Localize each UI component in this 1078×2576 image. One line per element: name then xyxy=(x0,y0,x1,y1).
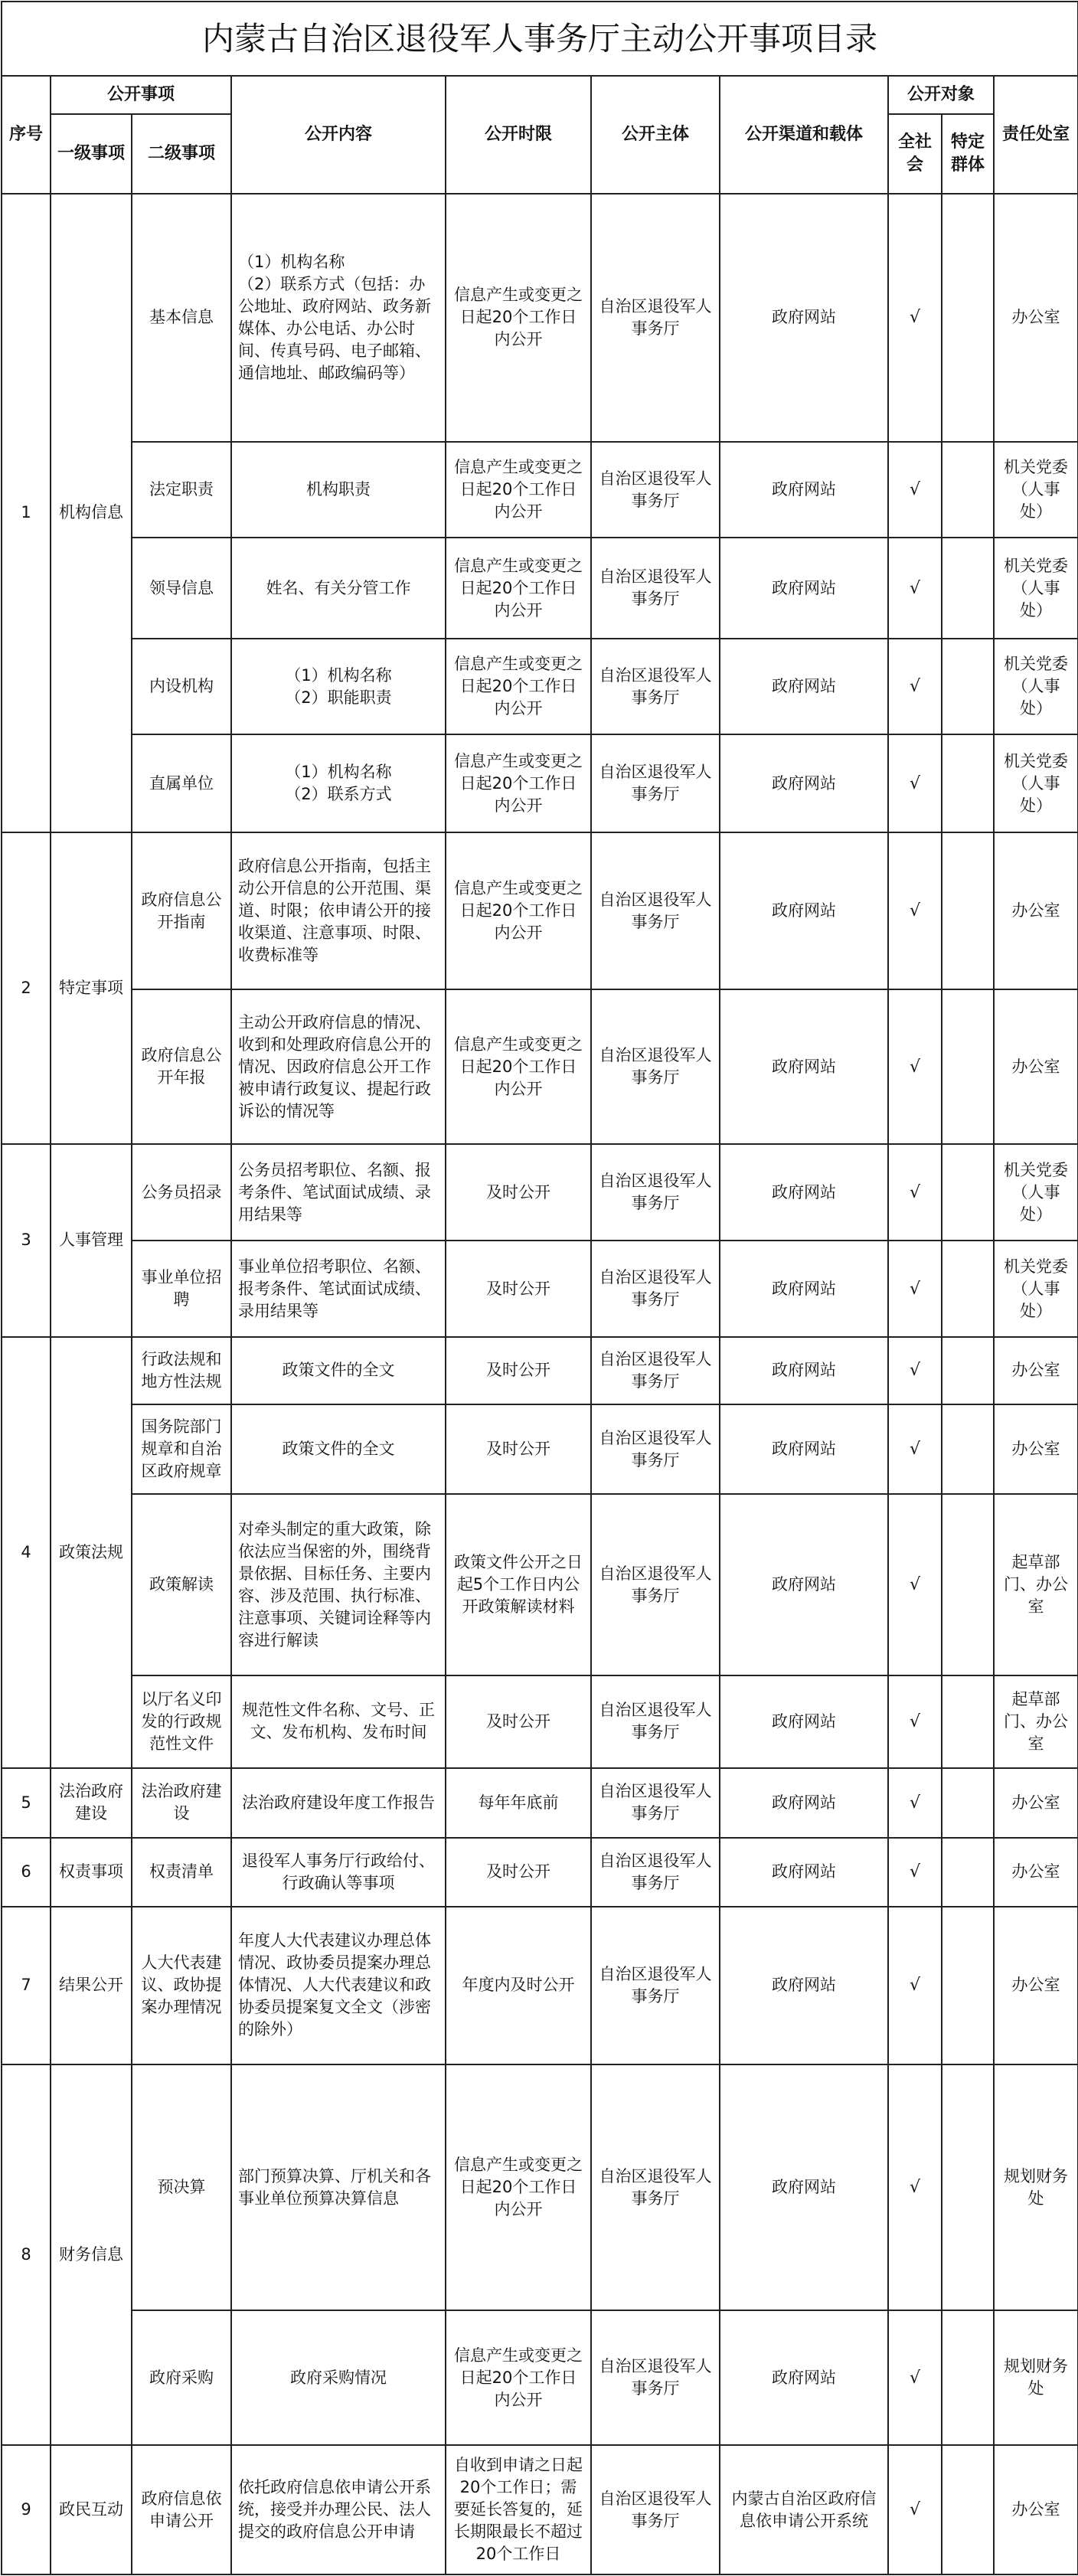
table-row xyxy=(2,1337,1078,1404)
header-channel: 公开渠道和载体 xyxy=(720,76,888,194)
target-all-check: √ xyxy=(888,1144,942,1241)
content-cell: 规范性文件名称、文号、正文、发布机构、发布时间 xyxy=(231,1675,446,1768)
level1-cell: 特定事项 xyxy=(51,832,132,1144)
table-row xyxy=(2,1241,1078,1336)
target-all-check: √ xyxy=(888,1494,942,1675)
catalog-document xyxy=(1,1,1077,2575)
target-all-check: √ xyxy=(888,2445,942,2574)
time-limit-cell: 信息产生或变更之日起20个工作日内公开 xyxy=(446,538,591,639)
target-specific-cell xyxy=(942,734,994,832)
time-limit-cell: 信息产生或变更之日起20个工作日内公开 xyxy=(446,639,591,734)
content-cell: 主动公开政府信息的情况、收到和处理政府信息公开的情况、因政府信息公开工作 被申请行政复议、提起行政诉讼的情况等 xyxy=(231,989,446,1144)
seq-cell: 2 xyxy=(2,832,51,1144)
disclosure-catalog-table xyxy=(1,1,1078,2575)
level1-cell: 财务信息 xyxy=(51,2064,132,2446)
content-text: 姓名、有关分管工作 xyxy=(266,578,411,597)
seq-cell: 4 xyxy=(2,1337,51,1768)
level2-cell: 事业单位招聘 xyxy=(132,1241,231,1336)
target-specific-cell xyxy=(942,2445,994,2574)
subject-cell: 自治区退役军人事务厅 xyxy=(591,538,720,639)
office-cell: 办公室 xyxy=(994,832,1078,990)
target-all-check: √ xyxy=(888,1404,942,1494)
channel-cell: 政府网站 xyxy=(720,1907,888,2064)
subject-cell: 自治区退役军人事务厅 xyxy=(591,989,720,1144)
seq-cell: 9 xyxy=(2,2445,51,2574)
target-specific-cell xyxy=(942,2310,994,2445)
time-limit-cell: 政策文件公开之日起5个工作日内公开政策解读材料 xyxy=(446,1494,591,1675)
table-row xyxy=(2,1494,1078,1675)
office-cell: 办公室 xyxy=(994,194,1078,442)
table-row xyxy=(2,2310,1078,2445)
header-level2: 二级事项 xyxy=(132,114,231,194)
level2-cell: 国务院部门规章和自治区政府规章 xyxy=(132,1404,231,1494)
level2-cell: 政府信息依申请公开 xyxy=(132,2445,231,2574)
office-cell: 机关党委（人事处） xyxy=(994,538,1078,639)
table-row xyxy=(2,2445,1078,2574)
target-all-check: √ xyxy=(888,1337,942,1404)
content-cell: 依托政府信息依申请公开系统，接受并办理公民、法人提交的政府信息公开申请 xyxy=(231,2445,446,2574)
level1-cell: 机构信息 xyxy=(51,194,132,832)
table-row xyxy=(2,442,1078,538)
channel-cell: 政府网站 xyxy=(720,2310,888,2445)
level1-cell: 法治政府建设 xyxy=(51,1768,132,1837)
content-cell xyxy=(231,538,446,639)
content-text: （1）机构名称 （2）职能职责 xyxy=(285,665,392,707)
seq-cell: 1 xyxy=(2,194,51,832)
target-all-check: √ xyxy=(888,2064,942,2311)
target-all-check: √ xyxy=(888,1838,942,1907)
target-all-check: √ xyxy=(888,734,942,832)
channel-cell: 政府网站 xyxy=(720,1838,888,1907)
office-cell: 机关党委（人事处） xyxy=(994,734,1078,832)
office-cell: 机关党委（人事处） xyxy=(994,639,1078,734)
level2-cell: 领导信息 xyxy=(132,538,231,639)
level2-cell: 法定职责 xyxy=(132,442,231,538)
seq-cell: 3 xyxy=(2,1144,51,1337)
table-row xyxy=(2,1675,1078,1768)
target-specific-cell xyxy=(942,538,994,639)
office-cell: 办公室 xyxy=(994,989,1078,1144)
table-row xyxy=(2,1838,1078,1907)
time-limit-cell: 信息产生或变更之日起20个工作日内公开 xyxy=(446,2310,591,2445)
content-cell xyxy=(231,639,446,734)
office-cell: 办公室 xyxy=(994,1404,1078,1494)
header-item-group: 公开事项 xyxy=(51,76,231,114)
subject-cell: 自治区退役军人事务厅 xyxy=(591,1144,720,1241)
content-text: （1）机构名称 （2）联系方式 xyxy=(285,763,392,804)
target-all-check: √ xyxy=(888,194,942,442)
subject-cell: 自治区退役军人事务厅 xyxy=(591,1838,720,1907)
time-limit-cell: 及时公开 xyxy=(446,1144,591,1241)
table-row xyxy=(2,194,1078,442)
target-specific-cell xyxy=(942,1144,994,1241)
channel-cell: 政府网站 xyxy=(720,734,888,832)
office-cell: 办公室 xyxy=(994,1907,1078,2064)
office-cell: 办公室 xyxy=(994,1337,1078,1404)
office-cell: 规划财务处 xyxy=(994,2064,1078,2311)
channel-cell: 政府网站 xyxy=(720,989,888,1144)
time-limit-cell: 信息产生或变更之日起20个工作日内公开 xyxy=(446,832,591,990)
channel-cell: 政府网站 xyxy=(720,1404,888,1494)
subject-cell: 自治区退役军人事务厅 xyxy=(591,2064,720,2311)
header-level1: 一级事项 xyxy=(51,114,132,194)
channel-cell: 政府网站 xyxy=(720,1675,888,1768)
content-cell: 公务员招考职位、名额、报考条件、笔试面试成绩、录用结果等 xyxy=(231,1144,446,1241)
level1-cell: 政策法规 xyxy=(51,1337,132,1768)
time-limit-cell: 及时公开 xyxy=(446,1404,591,1494)
level2-cell: 直属单位 xyxy=(132,734,231,832)
level2-cell: 以厅名义印发的行政规范性文件 xyxy=(132,1675,231,1768)
table-row xyxy=(2,989,1078,1144)
target-specific-cell xyxy=(942,2064,994,2311)
target-specific-cell xyxy=(942,194,994,442)
office-cell: 办公室 xyxy=(994,1838,1078,1907)
subject-cell: 自治区退役军人事务厅 xyxy=(591,1337,720,1404)
subject-cell: 自治区退役军人事务厅 xyxy=(591,2310,720,2445)
level2-cell: 政府采购 xyxy=(132,2310,231,2445)
table-row xyxy=(2,1907,1078,2064)
office-cell: 机关党委（人事处） xyxy=(994,1241,1078,1336)
level2-cell: 法治政府建设 xyxy=(132,1768,231,1837)
target-specific-cell xyxy=(942,1404,994,1494)
time-limit-cell: 信息产生或变更之日起20个工作日内公开 xyxy=(446,989,591,1144)
subject-cell: 自治区退役军人事务厅 xyxy=(591,2445,720,2574)
channel-cell: 政府网站 xyxy=(720,2064,888,2311)
subject-cell: 自治区退役军人事务厅 xyxy=(591,1241,720,1336)
target-all-check: √ xyxy=(888,639,942,734)
time-limit-cell: 年度内及时公开 xyxy=(446,1907,591,2064)
time-limit-cell: 每年年底前 xyxy=(446,1768,591,1837)
level2-cell: 内设机构 xyxy=(132,639,231,734)
time-limit-cell: 及时公开 xyxy=(446,1337,591,1404)
content-cell: 对牵头制定的重大政策，除依法应当保密的外，围绕背景依据、目标任务、主要内容、涉及范围、执行标准、注意事项、关键词诠释等内容进行解读 xyxy=(231,1494,446,1675)
header-target-group: 公开对象 xyxy=(888,76,994,114)
time-limit-cell: 信息产生或变更之日起20个工作日内公开 xyxy=(446,442,591,538)
content-cell: 政府信息公开指南，包括主动公开信息的公开范围、渠道、时限；依申请公开的接收渠道、注意事项、时限、收费标准等 xyxy=(231,832,446,990)
title-row xyxy=(2,2,1078,76)
target-all-check: √ xyxy=(888,1907,942,2064)
content-cell: 政府采购情况 xyxy=(231,2310,446,2445)
channel-cell: 政府网站 xyxy=(720,1144,888,1241)
header-row-1 xyxy=(2,76,1078,114)
content-cell: 政策文件的全文 xyxy=(231,1404,446,1494)
table-row xyxy=(2,2064,1078,2311)
time-limit-cell: 及时公开 xyxy=(446,1675,591,1768)
header-target-specific: 特定群体 xyxy=(942,114,994,194)
header-subject: 公开主体 xyxy=(591,76,720,194)
channel-cell: 政府网站 xyxy=(720,1768,888,1837)
time-limit-cell: 及时公开 xyxy=(446,1241,591,1336)
channel-cell: 政府网站 xyxy=(720,832,888,990)
target-specific-cell xyxy=(942,639,994,734)
document-title: 内蒙古自治区退役军人事务厅主动公开事项目录 xyxy=(2,2,1078,76)
subject-cell: 自治区退役军人事务厅 xyxy=(591,1404,720,1494)
table-row xyxy=(2,1144,1078,1241)
office-cell: 起草部门、办公室 xyxy=(994,1494,1078,1675)
content-cell xyxy=(231,734,446,832)
level2-cell: 政府信息公开年报 xyxy=(132,989,231,1144)
channel-cell: 政府网站 xyxy=(720,194,888,442)
time-limit-cell: 自收到申请之日起20个工作日；需要延长答复的，延长期限最长不超过20个工作日 xyxy=(446,2445,591,2574)
level2-cell: 权责清单 xyxy=(132,1838,231,1907)
header-office: 责任处室 xyxy=(994,76,1078,194)
target-specific-cell xyxy=(942,1494,994,1675)
subject-cell: 自治区退役军人事务厅 xyxy=(591,1768,720,1837)
content-text: 机构职责 xyxy=(306,480,371,499)
content-text: （1）机构名称 （2）联系方式（包括：办公地址、政府网站、政务新媒体、办公电话、办公时间、传真号码、电子邮箱、通信地址、邮政编码等） xyxy=(238,252,431,382)
seq-cell: 8 xyxy=(2,2064,51,2446)
content-cell: 年度人大代表建议办理总体情况、政协委员提案办理总体情况、人大代表建议和政协委员提案复文全文（涉密的除外） xyxy=(231,1907,446,2064)
target-specific-cell xyxy=(942,1907,994,2064)
content-cell: 退役军人事务厅行政给付、行政确认等事项 xyxy=(231,1838,446,1907)
channel-cell: 政府网站 xyxy=(720,639,888,734)
table-row xyxy=(2,538,1078,639)
channel-cell: 政府网站 xyxy=(720,538,888,639)
header-content: 公开内容 xyxy=(231,76,446,194)
channel-cell: 政府网站 xyxy=(720,1337,888,1404)
content-cell: 政策文件的全文 xyxy=(231,1337,446,1404)
subject-cell: 自治区退役军人事务厅 xyxy=(591,1494,720,1675)
target-all-check: √ xyxy=(888,442,942,538)
table-row xyxy=(2,1404,1078,1494)
table-row xyxy=(2,639,1078,734)
office-cell: 规划财务处 xyxy=(994,2310,1078,2445)
subject-cell: 自治区退役军人事务厅 xyxy=(591,442,720,538)
time-limit-cell: 信息产生或变更之日起20个工作日内公开 xyxy=(446,2064,591,2311)
subject-cell: 自治区退役军人事务厅 xyxy=(591,1907,720,2064)
time-limit-cell: 信息产生或变更之日起20个工作日内公开 xyxy=(446,194,591,442)
content-cell xyxy=(231,194,446,442)
table-row xyxy=(2,734,1078,832)
content-cell: 部门预算决算、厅机关和各事业单位预算决算信息 xyxy=(231,2064,446,2311)
channel-cell: 政府网站 xyxy=(720,442,888,538)
level2-cell: 政策解读 xyxy=(132,1494,231,1675)
office-cell: 办公室 xyxy=(994,2445,1078,2574)
target-specific-cell xyxy=(942,442,994,538)
level2-cell: 公务员招录 xyxy=(132,1144,231,1241)
seq-cell: 6 xyxy=(2,1838,51,1907)
target-all-check: √ xyxy=(888,538,942,639)
channel-cell: 政府网站 xyxy=(720,1494,888,1675)
header-time-limit: 公开时限 xyxy=(446,76,591,194)
content-cell: 事业单位招考职位、名额、报考条件、笔试面试成绩、录用结果等 xyxy=(231,1241,446,1336)
header-target-all: 全社会 xyxy=(888,114,942,194)
content-cell: 法治政府建设年度工作报告 xyxy=(231,1768,446,1837)
seq-cell: 5 xyxy=(2,1768,51,1837)
channel-cell: 政府网站 xyxy=(720,1241,888,1336)
office-cell: 办公室 xyxy=(994,1768,1078,1837)
subject-cell: 自治区退役军人事务厅 xyxy=(591,639,720,734)
table-row xyxy=(2,832,1078,990)
target-all-check: √ xyxy=(888,832,942,990)
level1-cell: 人事管理 xyxy=(51,1144,132,1337)
office-cell: 机关党委（人事处） xyxy=(994,442,1078,538)
level1-cell: 政民互动 xyxy=(51,2445,132,2574)
target-specific-cell xyxy=(942,1768,994,1837)
table-row xyxy=(2,1768,1078,1837)
target-all-check: √ xyxy=(888,989,942,1144)
subject-cell: 自治区退役军人事务厅 xyxy=(591,832,720,990)
target-specific-cell xyxy=(942,1838,994,1907)
level1-cell: 结果公开 xyxy=(51,1907,132,2064)
time-limit-cell: 信息产生或变更之日起20个工作日内公开 xyxy=(446,734,591,832)
level2-cell: 基本信息 xyxy=(132,194,231,442)
office-cell: 机关党委（人事处） xyxy=(994,1144,1078,1241)
channel-cell: 内蒙古自治区政府信息依申请公开系统 xyxy=(720,2445,888,2574)
content-cell xyxy=(231,442,446,538)
subject-cell: 自治区退役军人事务厅 xyxy=(591,194,720,442)
target-specific-cell xyxy=(942,1337,994,1404)
target-specific-cell xyxy=(942,1241,994,1336)
target-all-check: √ xyxy=(888,1768,942,1837)
level2-cell: 政府信息公开指南 xyxy=(132,832,231,990)
target-all-check: √ xyxy=(888,1241,942,1336)
level2-cell: 行政法规和地方性法规 xyxy=(132,1337,231,1404)
target-all-check: √ xyxy=(888,1675,942,1768)
seq-cell: 7 xyxy=(2,1907,51,2064)
target-specific-cell xyxy=(942,832,994,990)
target-specific-cell xyxy=(942,1675,994,1768)
header-seq: 序号 xyxy=(2,76,51,194)
level2-cell: 人大代表建议、政协提案办理情况 xyxy=(132,1907,231,2064)
level2-cell: 预决算 xyxy=(132,2064,231,2311)
subject-cell: 自治区退役军人事务厅 xyxy=(591,1675,720,1768)
time-limit-cell: 及时公开 xyxy=(446,1838,591,1907)
subject-cell: 自治区退役军人事务厅 xyxy=(591,734,720,832)
target-all-check: √ xyxy=(888,2310,942,2445)
level1-cell: 权责事项 xyxy=(51,1838,132,1907)
office-cell: 起草部门、办公室 xyxy=(994,1675,1078,1768)
target-specific-cell xyxy=(942,989,994,1144)
